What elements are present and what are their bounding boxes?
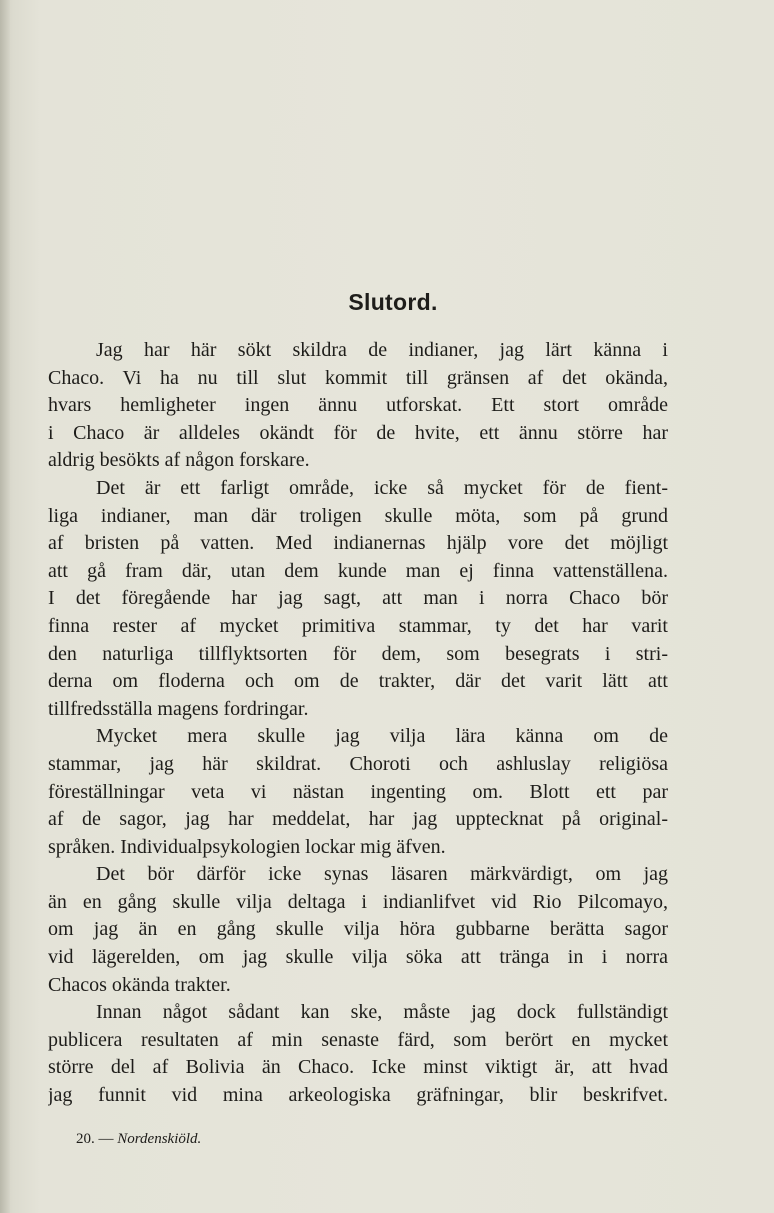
text-line: språken. Individualpsykologien lockar mig äfven. — [48, 835, 446, 858]
text-line: finna rester af mycket primitiva stammar, ty det har varit — [48, 614, 668, 637]
text-line: Mycket mera skulle jag vilja lära känna om de — [96, 725, 668, 748]
text-line: i Chaco är alldeles okändt för de hvite, ett ännu större har — [48, 421, 668, 444]
text-line: Chacos okända trakter. — [48, 973, 231, 996]
text-line: Jag har här sökt skildra de indianer, jag lärt känna i — [96, 339, 668, 361]
printer-signature-footer — [76, 1131, 201, 1148]
body-text — [48, 337, 668, 1110]
text-line: af de sagor, jag har meddelat, har jag upptecknat på original- — [48, 808, 668, 831]
chapter-heading: Slutord. — [348, 289, 438, 315]
text-line: än en gång skulle vilja deltaga i indianlifvet vid Rio Pilcomayo, — [48, 890, 668, 913]
text-line: större del af Bolivia än Chaco. Icke minst viktigt är, att hvad — [48, 1056, 668, 1079]
text-line: Innan något sådant kan ske, måste jag dock fullständigt — [96, 1001, 668, 1024]
text-line: I det föregående har jag sagt, att man i norra Chaco bör — [48, 587, 668, 610]
page-gutter — [0, 0, 10, 1213]
signature-author: Nordenskiöld. — [117, 1131, 202, 1147]
text-line: derna om floderna och om de trakter, där det varit lätt att — [48, 670, 668, 693]
text-line: föreställningar veta vi nästan ingenting om. Blott ett par — [48, 780, 668, 803]
text-line: af bristen på vatten. Med indianernas hjälp vore det möjligt — [48, 532, 668, 555]
text-line: om jag än en gång skulle vilja höra gubbarne berätta sagor — [48, 918, 668, 941]
text-line: stammar, jag här skildrat. Choroti och ashluslay religiösa — [48, 752, 668, 775]
text-line: liga indianer, man där troligen skulle möta, som på grund — [48, 504, 668, 527]
text-line: vid lägerelden, om jag skulle vilja söka att tränga in i norra — [48, 946, 668, 969]
text-line: aldrig besökts af någon forskare. — [48, 449, 310, 472]
text-line: publicera resultaten af min senaste färd, som berört en mycket — [48, 1028, 668, 1051]
text-line: hvars hemligheter ingen ännu utforskat. Ett stort område — [48, 394, 668, 417]
text-line: tillfredsställa magens fordringar. — [48, 697, 309, 720]
signature-number: 20. — — [76, 1131, 114, 1147]
text-line: den naturliga tillflyktsorten för dem, som besegrats i stri- — [48, 642, 668, 665]
text-line: att gå fram där, utan dem kunde man ej finna vattenställena. — [48, 559, 668, 582]
text-line: Chaco. Vi ha nu till slut kommit till gränsen af det okända, — [48, 366, 668, 389]
text-line: Det bör därför icke synas läsaren märkvärdigt, om jag — [96, 863, 668, 886]
text-line: jag funnit vid mina arkeologiska gräfningar, blir beskrifvet. — [48, 1084, 668, 1107]
text-line: Det är ett farligt område, icke så mycket för de fient- — [96, 476, 668, 499]
